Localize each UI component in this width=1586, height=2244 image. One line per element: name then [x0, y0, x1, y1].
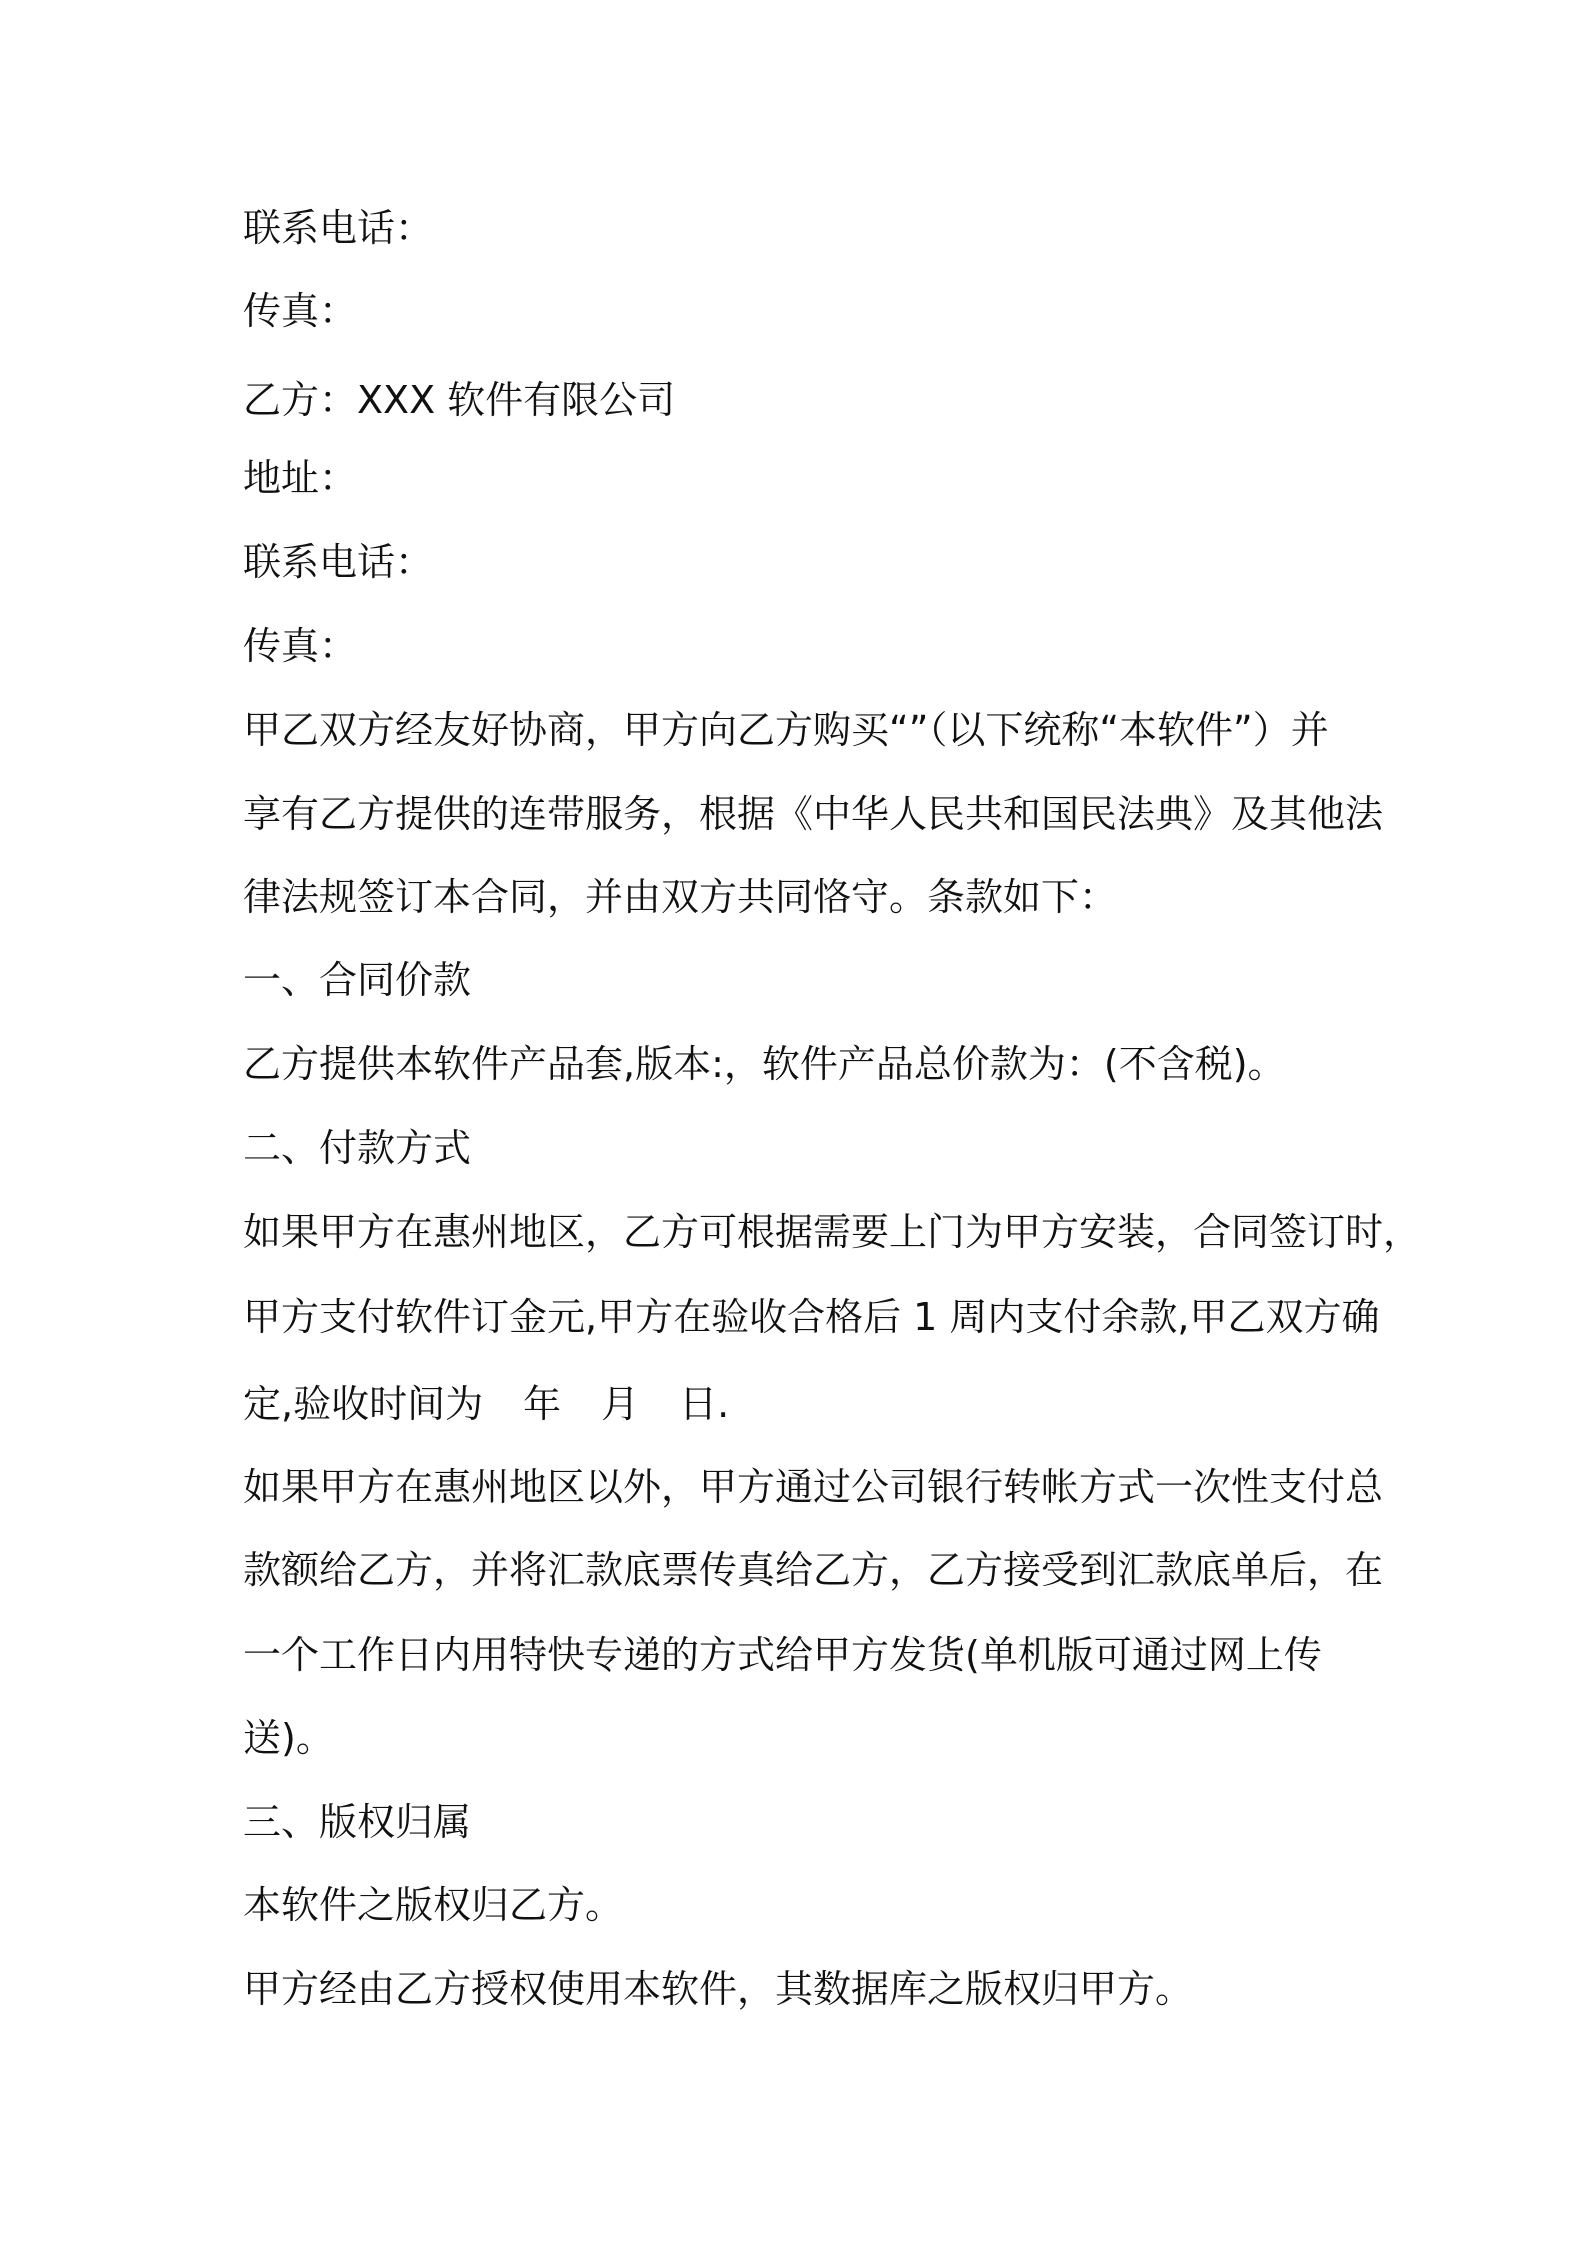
- section-2-para2-line-1: 如果甲方在惠州地区以外，甲方通过公司银行转帐方式一次性支付总: [243, 1465, 1384, 1509]
- section-2-para1-line-1: 如果甲方在惠州地区，乙方可根据需要上门为甲方安装，合同签订时，: [243, 1210, 1422, 1254]
- section-2-title: 二、付款方式: [243, 1126, 472, 1170]
- party-b-name-line: 乙方：XXX 软件有限公司: [243, 378, 676, 422]
- section-1-title: 一、合同价款: [243, 958, 472, 1002]
- party-a-phone-label: 联系电话：: [243, 206, 434, 250]
- preamble-line-2: 享有乙方提供的连带服务，根据《中华人民共和国民法典》及其他法: [243, 792, 1384, 836]
- section-3-text-2: 甲方经由乙方授权使用本软件，其数据库之版权归甲方。: [243, 1967, 1194, 2011]
- preamble-line-1: 甲乙双方经友好协商，甲方向乙方购买“”（以下统称“本软件”）并: [243, 708, 1329, 752]
- section-2-para2-line-3: 一个工作日内用特快专递的方式给甲方发货(单机版可通过网上传: [243, 1633, 1322, 1677]
- section-1-text: 乙方提供本软件产品套,版本:，软件产品总价款为：(不含税)。: [243, 1042, 1286, 1086]
- section-2-para2-line-2: 款额给乙方，并将汇款底票传真给乙方，乙方接受到汇款底单后，在: [243, 1548, 1384, 1592]
- party-b-address-label: 地址：: [243, 456, 358, 500]
- date-year-label: 年: [523, 1382, 562, 1426]
- date-line-prefix: 定,验收时间为: [243, 1382, 484, 1426]
- party-b-phone-label: 联系电话：: [243, 540, 434, 584]
- section-2-date-line: [243, 1380, 729, 1428]
- preamble-line-3: 律法规签订本合同，并由双方共同恪守。条款如下：: [243, 875, 1118, 919]
- section-3-title: 三、版权归属: [243, 1800, 472, 1844]
- party-a-fax-label: 传真：: [243, 289, 358, 333]
- party-b-fax-label: 传真：: [243, 624, 358, 668]
- date-month-label: 月: [601, 1382, 640, 1426]
- section-2-para2-line-4: 送)。: [243, 1716, 334, 1760]
- section-2-para1-line-2: 甲方支付软件订金元,甲方在验收合格后 1 周内支付余款,甲乙双方确: [243, 1295, 1380, 1339]
- section-3-text-1: 本软件之版权归乙方。: [243, 1883, 624, 1927]
- date-day-label: 日.: [679, 1382, 730, 1426]
